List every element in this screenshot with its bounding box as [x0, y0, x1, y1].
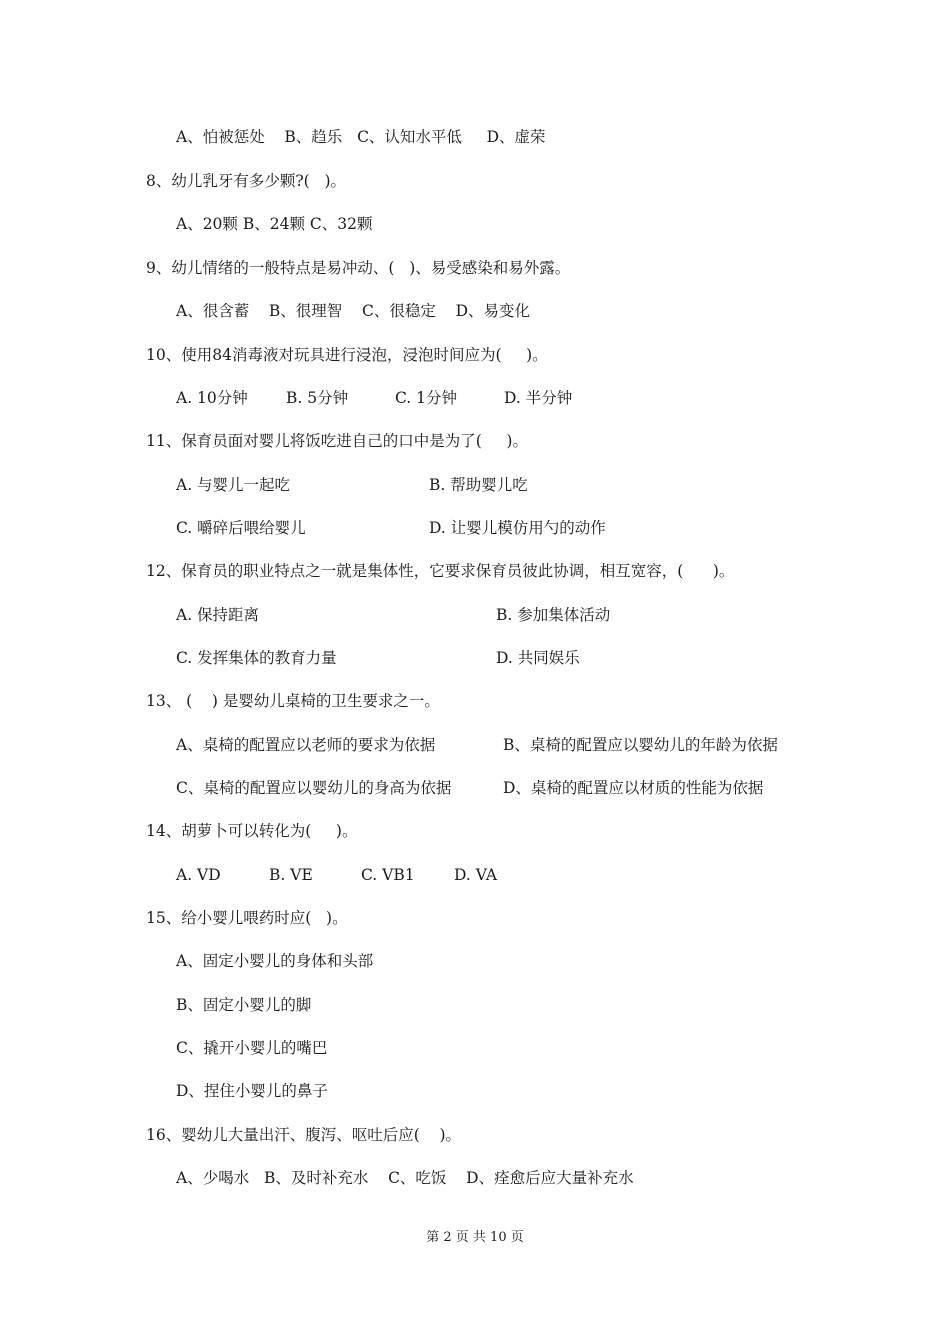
q11-option-c: C. 嚼碎后喂给婴儿: [176, 519, 306, 537]
q11-option-a: A. 与婴儿一起吃: [176, 476, 291, 494]
question-14: 14、胡萝卜可以转化为( )。: [146, 822, 358, 840]
page-footer: 第 2 页 共 10 页: [426, 1230, 524, 1245]
q14-option-a: A. VD: [176, 866, 221, 884]
q15-option-a: A、固定小婴儿的身体和头部: [176, 952, 374, 970]
q13-option-b: B、桌椅的配置应以婴幼儿的年龄为依据: [503, 736, 778, 754]
question-15: 15、给小婴儿喂药时应( )。: [146, 909, 348, 927]
q10-option-d: D. 半分钟: [504, 389, 573, 407]
q9-options: A、很含蓄 B、很理智 C、很稳定 D、易变化: [176, 302, 530, 320]
q13-option-a: A、桌椅的配置应以老师的要求为依据: [176, 736, 436, 754]
question-11: 11、保育员面对婴儿将饭吃进自己的口中是为了( )。: [146, 432, 528, 450]
q15-option-b: B、固定小婴儿的脚: [176, 996, 312, 1014]
q16-options: A、少喝水 B、及时补充水 C、吃饭 D、痊愈后应大量补充水: [176, 1169, 634, 1187]
q11-option-b: B. 帮助婴儿吃: [429, 476, 528, 494]
q12-option-d: D. 共同娱乐: [496, 649, 580, 667]
q12-option-c: C. 发挥集体的教育力量: [176, 649, 337, 667]
q7-options: A、怕被惩处 B、趋乐 C、认知水平低 D、虚荣: [176, 128, 546, 146]
question-13: 13、 ( ) 是婴幼儿桌椅的卫生要求之一。: [146, 692, 440, 710]
q13-option-d: D、桌椅的配置应以材质的性能为依据: [503, 779, 764, 797]
q13-option-c: C、桌椅的配置应以婴幼儿的身高为依据: [176, 779, 452, 797]
question-9: 9、幼儿情绪的一般特点是易冲动、( )、易受感染和易外露。: [146, 259, 571, 277]
question-8: 8、幼儿乳牙有多少颗?( )。: [146, 172, 347, 190]
question-10: 10、使用84消毒液对玩具进行浸泡，浸泡时间应为( )。: [146, 346, 548, 364]
q14-option-c: C. VB1: [361, 866, 415, 884]
q10-option-a: A. 10分钟: [176, 389, 248, 407]
q14-option-d: D. VA: [454, 866, 498, 884]
q11-option-d: D. 让婴儿模仿用勺的动作: [429, 519, 606, 537]
question-12: 12、保育员的职业特点之一就是集体性，它要求保育员彼此协调，相互宽容，( )。: [146, 562, 735, 580]
q14-option-b: B. VE: [269, 866, 313, 884]
question-16: 16、婴幼儿大量出汗、腹泻、呕吐后应( )。: [146, 1126, 462, 1144]
q12-option-b: B. 参加集体活动: [496, 606, 611, 624]
q15-option-d: D、捏住小婴儿的鼻子: [176, 1082, 328, 1100]
q8-options: A、20颗 B、24颗 C、32颗: [176, 215, 373, 233]
q15-option-c: C、撬开小婴儿的嘴巴: [176, 1039, 328, 1057]
q12-option-a: A. 保持距离: [176, 606, 260, 624]
q10-option-c: C. 1分钟: [395, 389, 458, 407]
q10-option-b: B. 5分钟: [286, 389, 349, 407]
